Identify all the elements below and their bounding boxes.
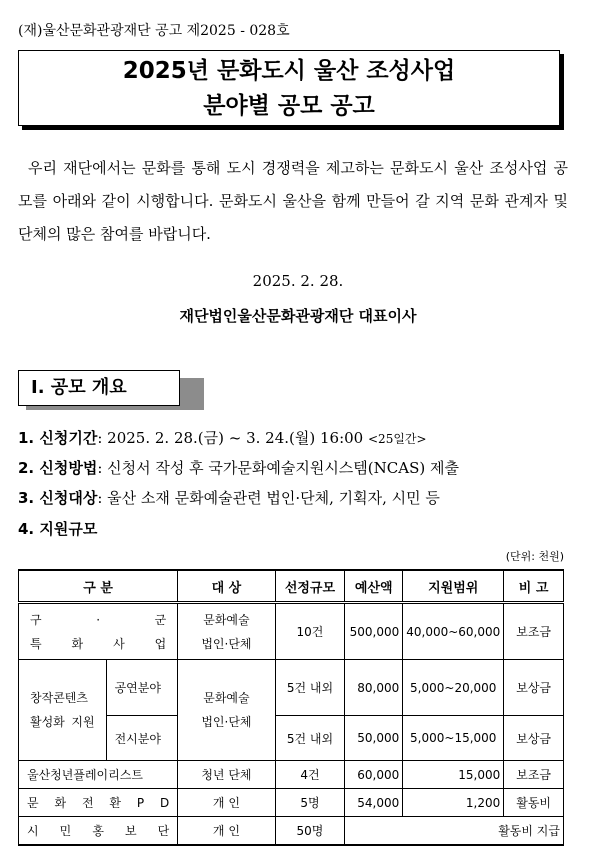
item-note: <25일간> [368, 432, 427, 446]
cell-subcategory: 전시분야 [106, 716, 178, 761]
cell-note: 보조금 [504, 761, 564, 789]
title-box [18, 50, 560, 126]
cell-target [178, 603, 275, 660]
header-budget: 예산액 [345, 570, 403, 603]
cell-budget: 80,000 [345, 660, 403, 716]
cell-range: 5,000~15,000 [403, 716, 504, 761]
cell-target [178, 660, 275, 761]
cell-target: 개 인 [178, 789, 275, 817]
table-row [19, 660, 564, 716]
cell-category-line2: 특 화 사 업 [30, 636, 167, 651]
section-title: Ⅰ. 공모 개요 [18, 370, 180, 406]
table-header-row [19, 570, 564, 603]
cell-scale: 10건 [275, 603, 345, 660]
item-application-period [18, 427, 427, 448]
item-text: : 신청서 작성 후 국가문화예술지원시스템(NCAS) 제출 [97, 459, 459, 477]
cell-target: 청년 단체 [178, 761, 275, 789]
cell-merged-note: 활동비 지급 [345, 817, 564, 845]
cell-range: 5,000~20,000 [403, 660, 504, 716]
cell-scale: 5명 [275, 789, 345, 817]
table-row [19, 761, 564, 789]
cell-range: 40,000~60,000 [403, 603, 504, 660]
cell-target-line1: 문화예술 [203, 612, 250, 627]
cell-note: 보상금 [504, 716, 564, 761]
header-target: 대 상 [178, 570, 275, 603]
cell-budget: 54,000 [345, 789, 403, 817]
cell-target-line1: 문화예술 [203, 691, 250, 705]
cell-category: 울산청년플레이리스트 [19, 761, 178, 789]
header-category: 구 분 [19, 570, 178, 603]
table-row [19, 817, 564, 845]
item-label: 1. 신청기간 [18, 429, 98, 447]
title-line-2: 분야별 공모 공고 [203, 93, 375, 119]
support-table [18, 569, 564, 846]
cell-category-line1: 창작콘텐츠 [30, 691, 88, 705]
cell-subcategory: 공연분야 [106, 660, 178, 716]
intro-paragraph: 우리 재단에서는 문화를 통해 도시 경쟁력을 제고하는 문화도시 울산 조성사업 공모를 아래와 같이 시행합니다. 문화도시 울산을 함께 만들어 갈 지역 문화 관계자 및 단체의 많은 참여를 바랍니다. [18, 159, 568, 243]
item-application-method [18, 457, 459, 478]
cell-category: 문 화 전 환 P D [19, 789, 178, 817]
notice-number: (재)울산문화관광재단 공고 제2025 - 028호 [18, 23, 290, 39]
unit-note: (단위: 천원) [505, 550, 564, 563]
cell-note: 보상금 [504, 660, 564, 716]
item-text: : 2025. 2. 28.(금) ~ 3. 24.(월) 16:00 [97, 429, 368, 447]
notice-date: 2025. 2. 28. [252, 272, 344, 290]
cell-target-line2: 법인·단체 [201, 636, 252, 651]
item-label: 4. 지원규모 [18, 520, 98, 538]
cell-category: 시 민 홍 보 단 [19, 817, 178, 845]
cell-note: 활동비 [504, 789, 564, 817]
cell-category [19, 660, 107, 761]
cell-target: 개 인 [178, 817, 275, 845]
cell-range: 15,000 [403, 761, 504, 789]
item-label: 2. 신청방법 [18, 459, 98, 477]
item-support-scale [18, 518, 97, 539]
table-row [19, 603, 564, 660]
item-label: 3. 신청대상 [18, 489, 98, 507]
cell-scale: 4건 [275, 761, 345, 789]
cell-note: 보조금 [504, 603, 564, 660]
cell-category-line2: 활성화 지원 [30, 715, 95, 729]
header-scale: 선정규모 [275, 570, 345, 603]
cell-category [19, 603, 178, 660]
cell-scale: 5건 내외 [275, 716, 345, 761]
table-row [19, 789, 564, 817]
signature: 재단법인울산문화관광재단 대표이사 [179, 307, 417, 325]
cell-scale: 50명 [275, 817, 345, 845]
cell-budget: 500,000 [345, 603, 403, 660]
header-range: 지원범위 [403, 570, 504, 603]
title-line-1: 2025년 문화도시 울산 조성사업 [122, 58, 456, 84]
item-text: : 울산 소재 문화예술관련 법인·단체, 기획자, 시민 등 [97, 489, 440, 507]
cell-budget: 50,000 [345, 716, 403, 761]
header-note: 비 고 [504, 570, 564, 603]
section-heading [18, 370, 204, 410]
cell-target-line2: 법인·단체 [201, 715, 252, 729]
item-eligibility [18, 487, 440, 508]
cell-category-line1: 구 · 군 [30, 612, 167, 627]
cell-scale: 5건 내외 [275, 660, 345, 716]
cell-range: 1,200 [403, 789, 504, 817]
cell-budget: 60,000 [345, 761, 403, 789]
